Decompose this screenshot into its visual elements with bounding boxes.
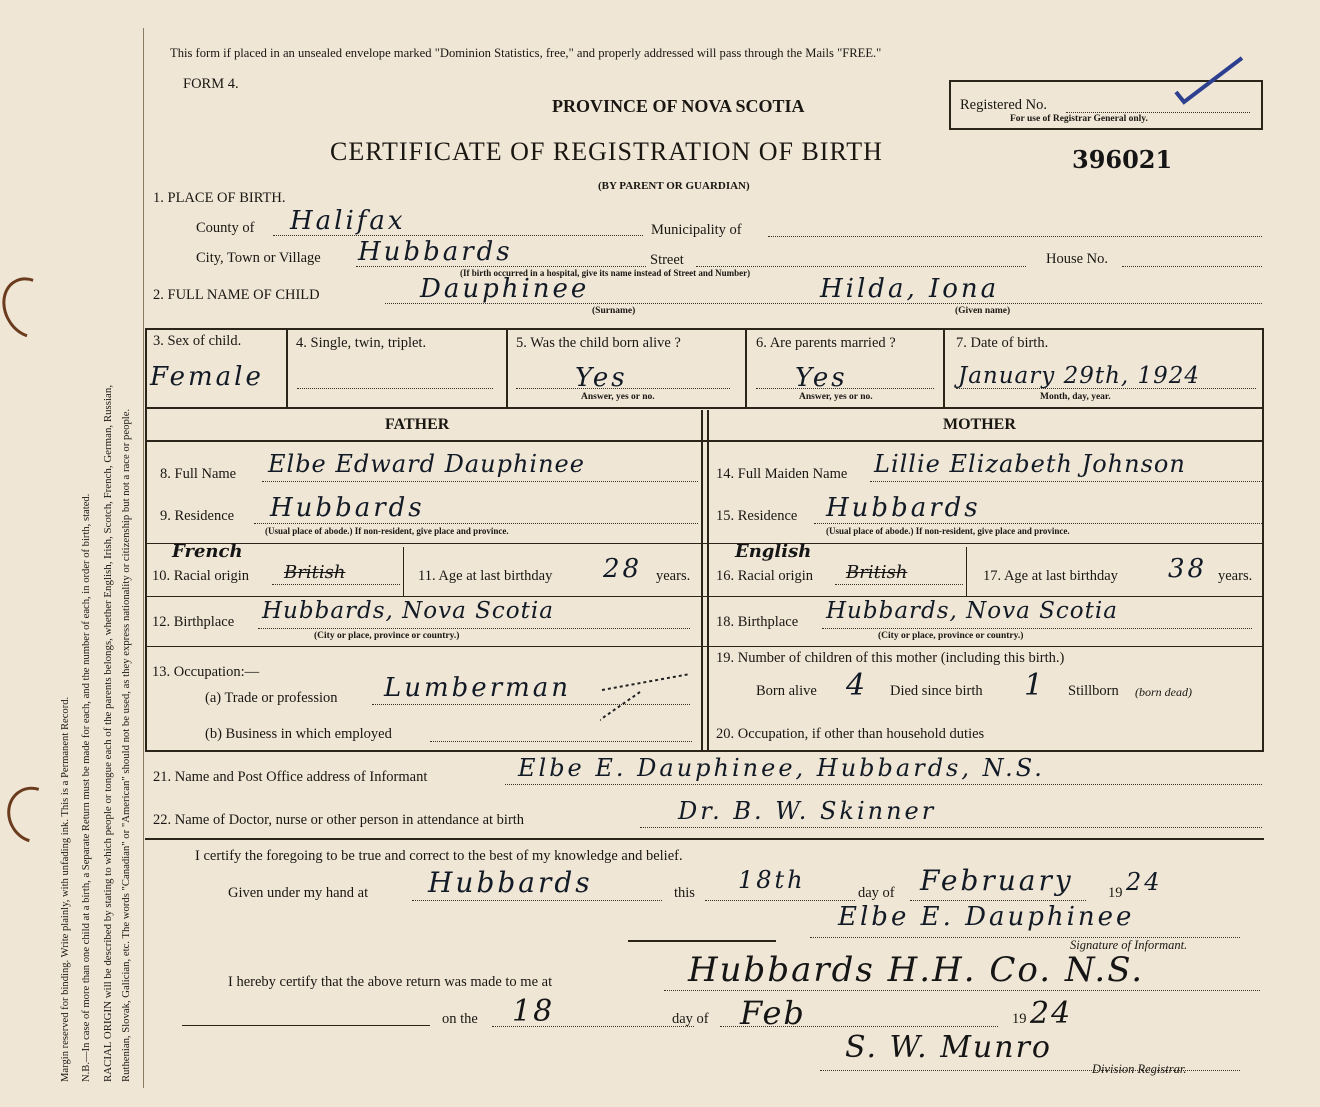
city-label: City, Town or Village: [196, 250, 321, 266]
certify-month: February: [920, 864, 1074, 897]
city-line: [356, 266, 646, 267]
certify-day-label: day of: [858, 885, 895, 901]
mother-residence-label: 15. Residence: [716, 508, 798, 524]
registrar-on-label: on the: [442, 1011, 478, 1027]
certify-year-prefix: 19: [1108, 885, 1123, 901]
registration-number: 396021: [1072, 145, 1173, 174]
rule: [145, 596, 1264, 597]
surname-caption: (Surname): [592, 306, 636, 316]
mother-died-label: Died since birth: [890, 683, 983, 699]
given-label: Given under my hand at: [228, 885, 369, 901]
single-label: 4. Single, twin, triplet.: [296, 335, 427, 351]
registrar-day-label: day of: [672, 1011, 709, 1027]
certificate-title: CERTIFICATE OF REGISTRATION OF BIRTH: [330, 137, 883, 166]
doctor-line: [640, 827, 1262, 828]
municipality-line: [768, 236, 1262, 237]
registrar-year-prefix: 19: [1012, 1011, 1027, 1027]
father-name-line: [262, 481, 698, 482]
father-birthplace-value: Hubbards, Nova Scotia: [262, 598, 554, 624]
alive-caption: Answer, yes or no.: [581, 392, 655, 402]
mother-race-struck: British: [846, 562, 908, 583]
registrar-signature: S. W. Munro: [845, 1030, 1052, 1065]
father-years: years.: [656, 568, 691, 584]
registrar-note: For use of Registrar General only.: [1010, 114, 1148, 124]
left-border: [143, 28, 144, 1088]
mother-birthplace-value: Hubbards, Nova Scotia: [826, 598, 1118, 624]
given-place: Hubbards: [428, 866, 593, 899]
mother-race-line: [835, 584, 963, 585]
child-given-name: Hilda, Iona: [820, 274, 1000, 304]
alive-label: 5. Was the child born alive ?: [516, 335, 681, 351]
rule: [145, 407, 1264, 409]
margin-note-4: Ruthenian, Slovak, Galician, etc. The words "Canadian" or "American" should not be used, as they express nationality or citizenship but not a race or people.: [120, 408, 132, 1082]
alive-line: [516, 388, 730, 389]
rule: [506, 328, 508, 409]
rule: [145, 750, 1264, 752]
hospital-note: (If birth occurred in a hospital, give its name instead of Street and Number): [460, 268, 751, 278]
trade-flourish: [600, 668, 700, 728]
single-line: [297, 388, 493, 389]
mother-stillborn-note: (born dead): [1135, 685, 1192, 699]
certify-text: I certify the foregoing to be true and correct to the best of my knowledge and belief.: [195, 848, 683, 864]
rule: [145, 838, 1264, 840]
informant-value: Elbe E. Dauphinee, Hubbards, N.S.: [518, 754, 1045, 782]
child-name-label: 2. FULL NAME OF CHILD: [153, 287, 320, 303]
mother-occupation-label: 20. Occupation, if other than household duties: [716, 726, 985, 742]
registered-line: [1066, 112, 1250, 113]
father-residence-label: 9. Residence: [160, 508, 235, 524]
city-value: Hubbards: [358, 237, 513, 267]
doctor-label: 22. Name of Doctor, nurse or other person in attendance at birth: [153, 812, 525, 828]
mother-name-line: [870, 481, 1262, 482]
rule: [707, 410, 709, 752]
informant-signature: Elbe E. Dauphinee: [838, 902, 1135, 932]
house-line: [1122, 266, 1262, 267]
form-number: FORM 4.: [183, 76, 239, 92]
mother-race-label: 16. Racial origin: [716, 568, 814, 584]
father-birthplace-line: [258, 628, 690, 629]
county-label: County of: [196, 220, 255, 236]
sex-label: 3. Sex of child.: [153, 333, 242, 349]
registrar-day-line: [492, 1026, 694, 1027]
municipality-label: Municipality of: [651, 222, 742, 238]
rule: [403, 547, 404, 596]
rule: [145, 543, 1264, 544]
registrar-year: 24: [1030, 996, 1073, 1031]
registrar-day: 18: [512, 994, 555, 1029]
place-heading: 1. PLACE OF BIRTH.: [153, 190, 286, 206]
registrar-month: Feb: [740, 994, 806, 1032]
father-birthplace-label: 12. Birthplace: [152, 614, 235, 630]
margin-note-3: RACIAL ORIGIN will be described by stating to which people or tongue each of the parents belongs, whether English, Irish, Scotch, French, German, Russian,: [102, 384, 114, 1082]
mother-heading: MOTHER: [943, 416, 1016, 433]
mother-died-value: 1: [1024, 668, 1047, 703]
father-age-label: 11. Age at last birthday: [418, 568, 553, 584]
rule: [943, 328, 945, 409]
father-race-line: [272, 584, 400, 585]
mother-alive-value: 4: [846, 668, 869, 703]
mother-abode-note: (Usual place of abode.) If non-resident, give place and province.: [826, 526, 1070, 536]
county-value: Halifax: [290, 206, 406, 236]
this-label: this: [674, 885, 695, 901]
dob-value: January 29th, 1924: [958, 363, 1201, 389]
certificate-subtitle: (BY PARENT OR GUARDIAN): [598, 180, 750, 192]
registrar-caption: Division Registrar.: [1092, 1062, 1187, 1076]
margin-note-1: Margin reserved for binding. Write plainly, with unfading ink. This is a Permanent Record.: [60, 696, 71, 1082]
father-name-label: 8. Full Name: [160, 466, 237, 482]
registrar-text: I hereby certify that the above return was made to me at: [228, 974, 553, 990]
doctor-value: Dr. B. W. Skinner: [678, 797, 937, 825]
married-line: [756, 388, 934, 389]
father-race-struck: British: [284, 562, 346, 583]
rule: [966, 547, 967, 596]
registrar-place-line: [664, 990, 1260, 991]
mother-name-label: 14. Full Maiden Name: [716, 466, 848, 482]
mother-children-label: 19. Number of children of this mother (including this birth.): [716, 650, 1065, 666]
rule: [628, 940, 776, 942]
father-age-value: 28: [603, 554, 643, 584]
rule: [145, 646, 1264, 647]
mother-birthplace-caption: (City or place, province or country.): [878, 631, 1024, 641]
mother-stillborn-label: Stillborn: [1068, 683, 1119, 699]
mother-name-value: Lillie Elizabeth Johnson: [874, 450, 1186, 478]
dob-caption: Month, day, year.: [1040, 392, 1111, 402]
registrar-place: Hubbards H.H. Co. N.S.: [688, 950, 1145, 990]
rule: [145, 328, 147, 409]
rule: [745, 328, 747, 409]
informant-label: 21. Name and Post Office address of Informant: [153, 769, 428, 785]
married-caption: Answer, yes or no.: [799, 392, 873, 402]
mother-age-label: 17. Age at last birthday: [983, 568, 1118, 584]
house-label: House No.: [1046, 251, 1109, 267]
father-race-value: French: [172, 541, 243, 562]
mother-years: years.: [1218, 568, 1253, 584]
rule: [182, 1025, 430, 1026]
certify-day-line: [705, 900, 855, 901]
mother-residence-value: Hubbards: [826, 493, 981, 523]
check-mark: [1170, 46, 1250, 106]
mother-age-value: 38: [1168, 554, 1208, 584]
certify-year: 24: [1126, 868, 1163, 896]
father-race-label: 10. Racial origin: [152, 568, 250, 584]
father-business-label: (b) Business in which employed: [205, 726, 392, 742]
mailing-notice: This form if placed in an unsealed envelope marked "Dominion Statistics, free," and properly addressed will pass through the Mails "FREE.": [170, 46, 882, 60]
child-name-line: [385, 303, 1262, 304]
registrar-month-line: [720, 1026, 998, 1027]
rule: [1262, 407, 1264, 752]
margin-note-2: N.B.—In case of more than one child at a birth, a Separate Return must be made for each, and the number of each, in order of birth, stated.: [81, 493, 92, 1082]
father-residence-line: [254, 523, 698, 524]
rule: [701, 410, 703, 752]
mother-birthplace-line: [822, 628, 1252, 629]
father-name-value: Elbe Edward Dauphinee: [268, 450, 585, 478]
father-abode-note: (Usual place of abode.) If non-resident, give place and province.: [265, 526, 509, 536]
county-line: [273, 235, 643, 236]
rule: [1262, 328, 1264, 409]
mother-residence-line: [814, 523, 1262, 524]
given-caption: (Given name): [955, 306, 1011, 316]
sex-value: Female: [150, 362, 264, 392]
province-heading: PROVINCE OF NOVA SCOTIA: [552, 96, 805, 116]
father-trade-label: (a) Trade or profession: [205, 690, 338, 706]
alive-value: Yes: [575, 363, 628, 393]
mother-birthplace-label: 18. Birthplace: [716, 614, 799, 630]
rule: [145, 407, 147, 752]
rule: [286, 328, 288, 409]
rule: [145, 440, 1264, 442]
mother-alive-label: Born alive: [756, 683, 817, 699]
father-trade-value: Lumberman: [384, 673, 572, 703]
rule: [145, 328, 1264, 330]
given-line: [412, 900, 662, 901]
child-surname: Dauphinee: [420, 274, 590, 304]
signature-caption: Signature of Informant.: [1070, 938, 1188, 952]
mother-race-value: English: [735, 541, 812, 562]
father-occupation-label: 13. Occupation:—: [152, 664, 260, 680]
dob-line: [956, 388, 1256, 389]
certify-day: 18th: [738, 866, 806, 894]
father-heading: FATHER: [385, 416, 450, 433]
father-residence-value: Hubbards: [270, 493, 425, 523]
informant-line: [505, 784, 1262, 785]
street-label: Street: [650, 252, 684, 268]
dob-label: 7. Date of birth.: [956, 335, 1049, 351]
married-label: 6. Are parents married ?: [756, 335, 896, 351]
father-birthplace-caption: (City or place, province or country.): [314, 631, 460, 641]
registered-label: Registered No.: [960, 97, 1047, 113]
binding-hole-top: [0, 267, 69, 348]
father-business-line: [430, 741, 692, 742]
street-line: [696, 266, 1026, 267]
married-value: Yes: [795, 363, 848, 393]
certify-month-line: [910, 900, 1086, 901]
